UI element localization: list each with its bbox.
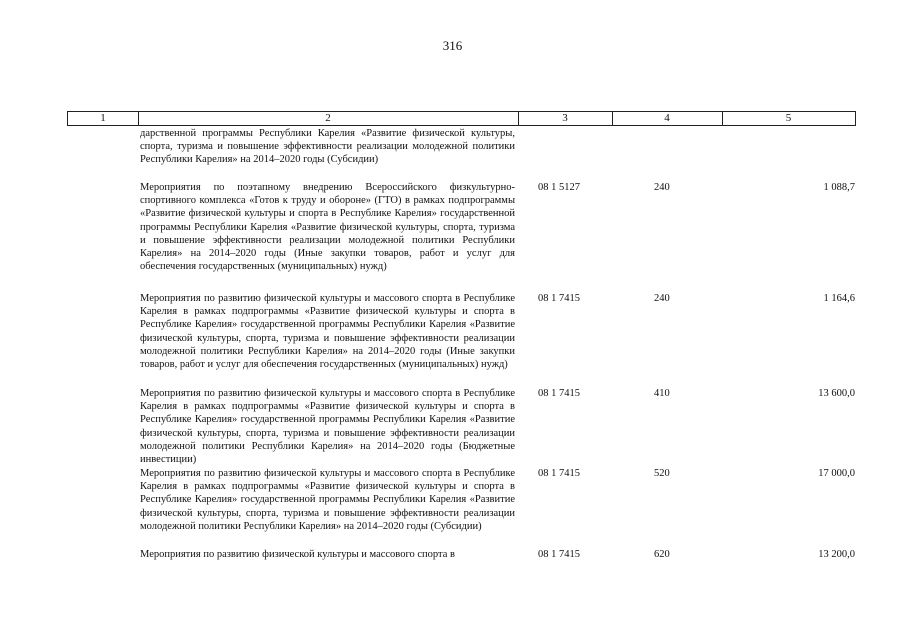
row-expense-type: 240 <box>654 293 670 304</box>
header-col-2: 2 <box>325 112 331 124</box>
row-description: Мероприятия по развитию физической культуры и массового спорта в Республике Карелия в рамках подпрограммы «Развитие физической культуры и спорта в Республике Карелия» государственной программы Республики Карелия «Развитие физической культуры, спорта, туризма и повышение эффективности реализации молодежной политики Республики Карелия» на 2014–2020 годы (Субсидии) <box>140 468 515 532</box>
table-header <box>67 111 856 126</box>
row-code: 08 1 7415 <box>538 468 580 479</box>
row-amount: 13 200,0 <box>818 549 855 560</box>
row-description: Мероприятия по развитию физической культуры и массового спорта в <box>140 549 455 560</box>
row-description: Мероприятия по поэтапному внедрению Всероссийского физкультурно-спортивного комплекса «Готов к труду и обороне» (ГТО) в рамках подпрограммы «Развитие физической культуры и спорта в Республике Карелия» государственной программы Республики Карелия «Развитие физической культуры, спорта, туризма и повышение эффективности реализации молодежной политики Республики Карелия» на 2014–2020 годы (Иные закупки товаров, работ и услуг для обеспечения государственных (муниципальных) нужд) <box>140 182 515 273</box>
row-amount: 13 600,0 <box>818 388 855 399</box>
row-expense-type: 410 <box>654 388 670 399</box>
row-amount: 1 164,6 <box>823 293 855 304</box>
row-code: 08 1 5127 <box>538 182 580 193</box>
row-amount: 17 000,0 <box>818 468 855 479</box>
row-description: Мероприятия по развитию физической культуры и массового спорта в Республике Карелия в рамках подпрограммы «Развитие физической культуры и спорта в Республике Карелия» государственной программы Республики Карелия «Развитие физической культуры, спорта, туризма и повышение эффективности реализации молодежной политики Республики Карелия» на 2014–2020 годы (Иные закупки товаров, работ и услуг для обеспечения государственных (муниципальных) нужд) <box>140 293 515 371</box>
header-col-1: 1 <box>100 112 106 124</box>
header-col-4: 4 <box>664 112 670 124</box>
row-expense-type: 240 <box>654 182 670 193</box>
row-code: 08 1 7415 <box>538 388 580 399</box>
header-col-3: 3 <box>562 112 568 124</box>
row-expense-type: 520 <box>654 468 670 479</box>
row-description: дарственной программы Республики Карелия «Развитие физической культуры, спорта, туризма и повышение эффективности реализации молодежной политики Республики Карелия» на 2014–2020 годы (Субсидии) <box>140 128 515 166</box>
row-code: 08 1 7415 <box>538 549 580 560</box>
row-amount: 1 088,7 <box>823 182 855 193</box>
row-code: 08 1 7415 <box>538 293 580 304</box>
row-description: Мероприятия по развитию физической культуры и массового спорта в Республике Карелия в рамках подпрограммы «Развитие физической культуры и спорта в Республике Карелия» государственной программы Республики Карелия «Развитие физической культуры, спорта, туризма и повышение эффективности реализации молодежной политики Республики Карелия» на 2014–2020 годы (Бюджетные инвестиции) <box>140 388 515 466</box>
page-number: 316 <box>442 38 463 53</box>
header-col-5: 5 <box>785 112 792 124</box>
row-expense-type: 620 <box>654 549 670 560</box>
